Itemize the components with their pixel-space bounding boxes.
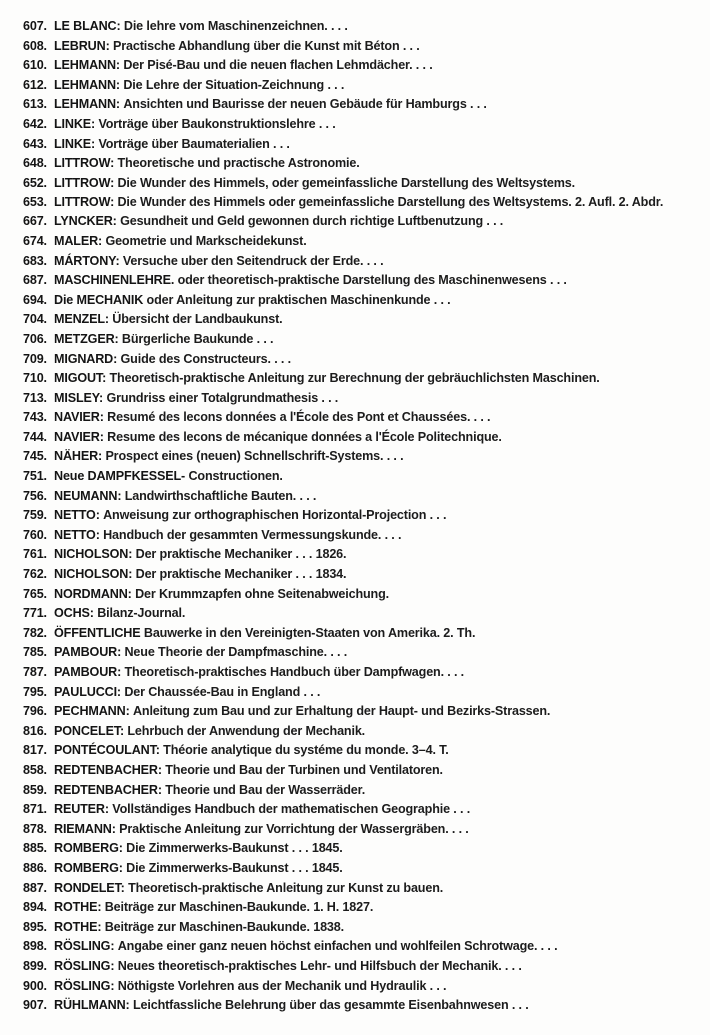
catalog-entry xyxy=(23,291,707,311)
entry-title: Beiträge zur Maschinen-Baukunde. 1838. xyxy=(104,919,344,934)
entry-number: 643. xyxy=(23,136,47,151)
catalog-list xyxy=(23,17,707,1016)
entry-number: 608. xyxy=(23,38,47,53)
catalog-entry xyxy=(23,761,707,781)
catalog-entry xyxy=(23,526,707,546)
entry-author: LE BLANC: xyxy=(54,19,121,33)
entry-author: RÖSLING: xyxy=(54,958,115,973)
entry-author: MASCHINENLEHRE. xyxy=(54,273,175,288)
entry-author: RÖSLING: xyxy=(54,939,115,954)
entry-author: NAVIER: xyxy=(54,410,104,425)
entry-title: Die Wunder des Himmels oder gemeinfassliche Darstellung des Weltsystems. 2. Aufl. 2. Abdr. xyxy=(117,195,664,210)
entry-number: 771. xyxy=(23,606,47,621)
entry-title: Die Lehre der Situation-Zeichnung . . . xyxy=(123,77,345,92)
catalog-entry xyxy=(23,781,707,801)
catalog-entry xyxy=(23,565,707,585)
entry-number: 900. xyxy=(23,978,47,993)
entry-author: REUTER: xyxy=(54,802,109,817)
catalog-entry xyxy=(23,467,707,487)
entry-author: PAULUCCI: xyxy=(54,684,121,699)
catalog-entry xyxy=(23,722,707,742)
entry-number: 885. xyxy=(23,841,47,856)
entry-number: 713. xyxy=(23,390,47,405)
entry-number: 648. xyxy=(23,156,47,171)
entry-number: 787. xyxy=(23,665,47,679)
entry-number: 887. xyxy=(23,880,47,895)
entry-number: 612. xyxy=(23,77,47,92)
entry-author: PAMBOUR: xyxy=(54,645,122,660)
catalog-entry xyxy=(23,820,707,840)
entry-number: 817. xyxy=(23,743,47,758)
entry-title: Theoretisch-praktisches Handbuch über Dampfwagen. . . . xyxy=(124,665,465,679)
entry-title: Theorie und Bau der Wasserräder. xyxy=(165,782,366,797)
catalog-entry xyxy=(23,839,707,859)
entry-author: NETTO: xyxy=(54,508,100,523)
entry-title: Theorie und Bau der Turbinen und Ventilatoren. xyxy=(165,762,443,777)
entry-number: 743. xyxy=(23,410,47,425)
entry-number: 756. xyxy=(23,488,47,503)
catalog-entry xyxy=(23,879,707,899)
entry-title: Die Zimmerwerks-Baukunst . . . 1845. xyxy=(126,860,343,875)
entry-author: ÖFFENTLICHE xyxy=(54,625,141,640)
entry-number: 759. xyxy=(23,508,47,523)
catalog-entry xyxy=(23,702,707,722)
entry-author: LITTROW: xyxy=(54,175,115,190)
entry-title: Beiträge zur Maschinen-Baukunde. 1. H. 1827. xyxy=(104,900,374,915)
entry-title: Landwirthschaftliche Bauten. . . . xyxy=(124,488,317,503)
entry-number: 704. xyxy=(23,312,47,327)
entry-author: PECHMANN: xyxy=(54,704,130,719)
catalog-entry xyxy=(23,232,707,252)
entry-number: 816. xyxy=(23,723,47,738)
catalog-entry xyxy=(23,252,707,272)
entry-number: 687. xyxy=(23,273,47,288)
entry-title: Neues theoretisch-praktisches Lehr- und Hilfsbuch der Mechanik. . . . xyxy=(117,958,522,973)
catalog-entry xyxy=(23,918,707,938)
entry-author: MISLEY: xyxy=(54,390,104,405)
entry-title: Neue Theorie der Dampfmaschine. . . . xyxy=(124,645,348,660)
catalog-entry xyxy=(23,683,707,703)
entry-title: Resumé des lecons données a l'École des Pont et Chaussées. . . . xyxy=(107,410,491,425)
entry-number: 796. xyxy=(23,704,47,719)
catalog-entry xyxy=(23,350,707,370)
entry-author: RIEMANN: xyxy=(54,821,116,836)
catalog-entry xyxy=(23,76,707,96)
entry-title: Der praktische Mechaniker . . . 1834. xyxy=(135,567,347,582)
catalog-entry xyxy=(23,487,707,507)
entry-number: 859. xyxy=(23,782,47,797)
entry-title: Der praktische Mechaniker . . . 1826. xyxy=(135,547,347,562)
entry-title: Theoretische und practische Astronomie. xyxy=(117,156,360,171)
catalog-entry xyxy=(23,271,707,291)
entry-number: 744. xyxy=(23,429,47,444)
entry-number: 871. xyxy=(23,802,47,817)
entry-number: 610. xyxy=(23,58,47,73)
catalog-entry xyxy=(23,193,707,212)
entry-author: REDTENBACHER: xyxy=(54,782,162,797)
entry-number: 762. xyxy=(23,567,47,582)
entry-title: Praktische Anleitung zur Vorrichtung der Wassergräben. . . . xyxy=(119,821,469,836)
entry-author: LITTROW: xyxy=(54,156,115,171)
catalog-entry xyxy=(23,310,707,330)
catalog-entry xyxy=(23,17,707,37)
catalog-entry xyxy=(23,643,707,663)
entry-author: NEUMANN: xyxy=(54,488,122,503)
catalog-entry xyxy=(23,389,707,409)
entry-author: LEHMANN: xyxy=(54,77,120,92)
catalog-entry xyxy=(23,369,707,389)
entry-title: Resume des lecons de mécanique données a l'École Politechnique. xyxy=(107,429,502,444)
entry-title: Vorträge über Baukonstruktionslehre . . . xyxy=(98,116,336,131)
entry-author: LITTROW: xyxy=(54,195,115,210)
entry-title: Grundriss einer Totalgrundmathesis . . . xyxy=(106,390,339,405)
entry-author: RÖSLING: xyxy=(54,978,115,993)
entry-number: 706. xyxy=(23,331,47,346)
entry-author: LYNCKER: xyxy=(54,214,117,229)
catalog-entry xyxy=(23,859,707,879)
catalog-entry xyxy=(23,663,707,683)
entry-author: NÄHER: xyxy=(54,449,103,464)
entry-title: Guide des Constructeurs. . . . xyxy=(120,351,291,366)
entry-title: Théorie analytique du systéme du monde. 3–4. T. xyxy=(163,743,449,758)
entry-title: Theoretisch-praktische Anleitung zur Kunst zu bauen. xyxy=(128,880,444,895)
entry-title: Bürgerliche Baukunde . . . xyxy=(121,331,274,346)
catalog-entry xyxy=(23,37,707,57)
entry-number: 642. xyxy=(23,116,47,131)
entry-number: 694. xyxy=(23,292,47,307)
entry-number: 751. xyxy=(23,469,47,484)
catalog-entry xyxy=(23,95,707,115)
entry-number: 886. xyxy=(23,860,47,875)
entry-title: Geometrie und Markscheidekunst. xyxy=(105,233,307,248)
entry-title: Übersicht der Landbaukunst. xyxy=(112,312,283,327)
entry-title: Anweisung zur orthographischen Horizontal-Projection . . . xyxy=(103,508,447,523)
entry-title: Vollständiges Handbuch der mathematischen Geographie . . . xyxy=(112,802,471,817)
entry-title: Die Zimmerwerks-Baukunst . . . 1845. xyxy=(126,841,343,856)
entry-title: Die lehre vom Maschinenzeichnen. . . . xyxy=(123,19,348,33)
entry-title: Angabe einer ganz neuen höchst einfachen und wohlfeilen Schrotwage. . . . xyxy=(117,939,558,954)
entry-author: ROTHE: xyxy=(54,900,102,915)
entry-number: 683. xyxy=(23,253,47,268)
entry-title: Nöthigste Vorlehren aus der Mechanik und Hydraulik . . . xyxy=(117,978,447,993)
entry-author: REDTENBACHER: xyxy=(54,762,162,777)
entry-number: 667. xyxy=(23,214,47,229)
catalog-entry xyxy=(23,545,707,565)
entry-number: 607. xyxy=(23,19,47,33)
catalog-entry xyxy=(23,447,707,467)
entry-author: NORDMANN: xyxy=(54,586,132,601)
entry-number: 761. xyxy=(23,547,47,562)
catalog-entry xyxy=(23,154,707,174)
catalog-entry xyxy=(23,408,707,428)
catalog-entry xyxy=(23,428,707,448)
entry-title: Die Wunder des Himmels, oder gemeinfassliche Darstellung des Weltsystems. xyxy=(117,175,575,190)
catalog-entry xyxy=(23,898,707,918)
entry-title: Der Chaussée-Bau in England . . . xyxy=(124,684,321,699)
entry-title: Prospect eines (neuen) Schnellschrift-Systems. . . . xyxy=(105,449,404,464)
catalog-entry xyxy=(23,56,707,76)
entry-number: 899. xyxy=(23,958,47,973)
entry-author: LEHMANN: xyxy=(54,97,120,112)
entry-title: Vorträge über Baumaterialien . . . xyxy=(98,136,290,151)
entry-title: Leichtfassliche Belehrung über das gesammte Eisenbahnwesen . . . xyxy=(132,998,529,1013)
entry-number: 895. xyxy=(23,919,47,934)
entry-title: Constructionen. xyxy=(188,469,283,484)
entry-author: Die MECHANIK xyxy=(54,292,144,307)
entry-author: ROTHE: xyxy=(54,919,102,934)
entry-author: PONTÉCOULANT: xyxy=(54,743,160,758)
entry-number: 894. xyxy=(23,900,47,915)
entry-number: 710. xyxy=(23,371,47,386)
entry-title: Der Pisé-Bau und die neuen flachen Lehmdächer. . . . xyxy=(123,58,433,73)
entry-author: RONDELET: xyxy=(54,880,125,895)
entry-title: Bauwerke in den Vereinigten-Staaten von Amerika. 2. Th. xyxy=(143,625,476,640)
entry-number: 652. xyxy=(23,175,47,190)
entry-title: Versuche uber den Seitendruck der Erde. . . . xyxy=(122,253,384,268)
entry-author: RÜHLMANN: xyxy=(54,998,130,1013)
entry-author: LEBRUN: xyxy=(54,38,110,53)
entry-author: METZGER: xyxy=(54,331,119,346)
catalog-entry xyxy=(23,741,707,761)
catalog-entry xyxy=(23,957,707,977)
entry-author: PONCELET: xyxy=(54,723,125,738)
catalog-entry xyxy=(23,800,707,820)
catalog-entry xyxy=(23,585,707,605)
entry-number: 795. xyxy=(23,684,47,699)
entry-title: Gesundheit und Geld gewonnen durch richtige Luftbenutzung . . . xyxy=(120,214,504,229)
entry-number: 760. xyxy=(23,527,47,542)
entry-author: OCHS: xyxy=(54,606,94,621)
entry-number: 765. xyxy=(23,586,47,601)
catalog-entry xyxy=(23,977,707,997)
entry-title: Theoretisch-praktische Anleitung zur Berechnung der gebräuchlichsten Maschinen. xyxy=(109,371,600,386)
entry-author: NICHOLSON: xyxy=(54,567,133,582)
entry-number: 907. xyxy=(23,998,47,1013)
entry-number: 745. xyxy=(23,449,47,464)
catalog-entry xyxy=(23,330,707,350)
entry-author: ROMBERG: xyxy=(54,841,123,856)
entry-author: LEHMANN: xyxy=(54,58,120,73)
entry-author: LINKE: xyxy=(54,136,96,151)
entry-author: MIGNARD: xyxy=(54,351,118,366)
entry-number: 785. xyxy=(23,645,47,660)
entry-title: Ansichten und Baurisse der neuen Gebäude für Hamburgs . . . xyxy=(123,97,487,112)
entry-author: MENZEL: xyxy=(54,312,109,327)
entry-author: ROMBERG: xyxy=(54,860,123,875)
entry-number: 709. xyxy=(23,351,47,366)
entry-number: 674. xyxy=(23,233,47,248)
catalog-entry xyxy=(23,135,707,155)
entry-title: oder Anleitung zur praktischen Maschinenkunde . . . xyxy=(146,292,451,307)
catalog-entry xyxy=(23,937,707,957)
entry-author: NETTO: xyxy=(54,527,100,542)
catalog-entry xyxy=(23,624,707,644)
entry-author: NICHOLSON: xyxy=(54,547,133,562)
catalog-entry xyxy=(23,174,707,194)
catalog-entry xyxy=(23,212,707,232)
entry-title: Handbuch der gesammten Vermessungskunde. . . . xyxy=(103,527,402,542)
entry-number: 858. xyxy=(23,762,47,777)
entry-title: Anleitung zum Bau und zur Erhaltung der Haupt- und Bezirks-Strassen. xyxy=(132,704,551,719)
entry-title: Lehrbuch der Anwendung der Mechanik. xyxy=(127,723,366,738)
entry-author: Neue DAMPFKESSEL- xyxy=(54,469,186,484)
catalog-entry xyxy=(23,996,707,1016)
entry-author: MALER: xyxy=(54,233,103,248)
entry-author: MÁRTONY: xyxy=(54,253,120,268)
entry-number: 653. xyxy=(23,195,47,210)
entry-title: Practische Abhandlung über die Kunst mit Béton . . . xyxy=(112,38,420,53)
entry-title: Bilanz-Journal. xyxy=(97,606,186,621)
entry-title: oder theoretisch-praktische Darstellung des Maschinenwesens . . . xyxy=(177,273,567,288)
catalog-entry xyxy=(23,604,707,624)
catalog-entry xyxy=(23,506,707,526)
entry-number: 878. xyxy=(23,821,47,836)
entry-number: 898. xyxy=(23,939,47,954)
catalog-entry xyxy=(23,115,707,135)
entry-author: NAVIER: xyxy=(54,429,104,444)
entry-number: 782. xyxy=(23,625,47,640)
entry-title: Der Krummzapfen ohne Seitenabweichung. xyxy=(135,586,389,601)
entry-author: MIGOUT: xyxy=(54,371,107,386)
entry-number: 613. xyxy=(23,97,47,112)
entry-author: LINKE: xyxy=(54,116,96,131)
entry-author: PAMBOUR: xyxy=(54,665,122,679)
